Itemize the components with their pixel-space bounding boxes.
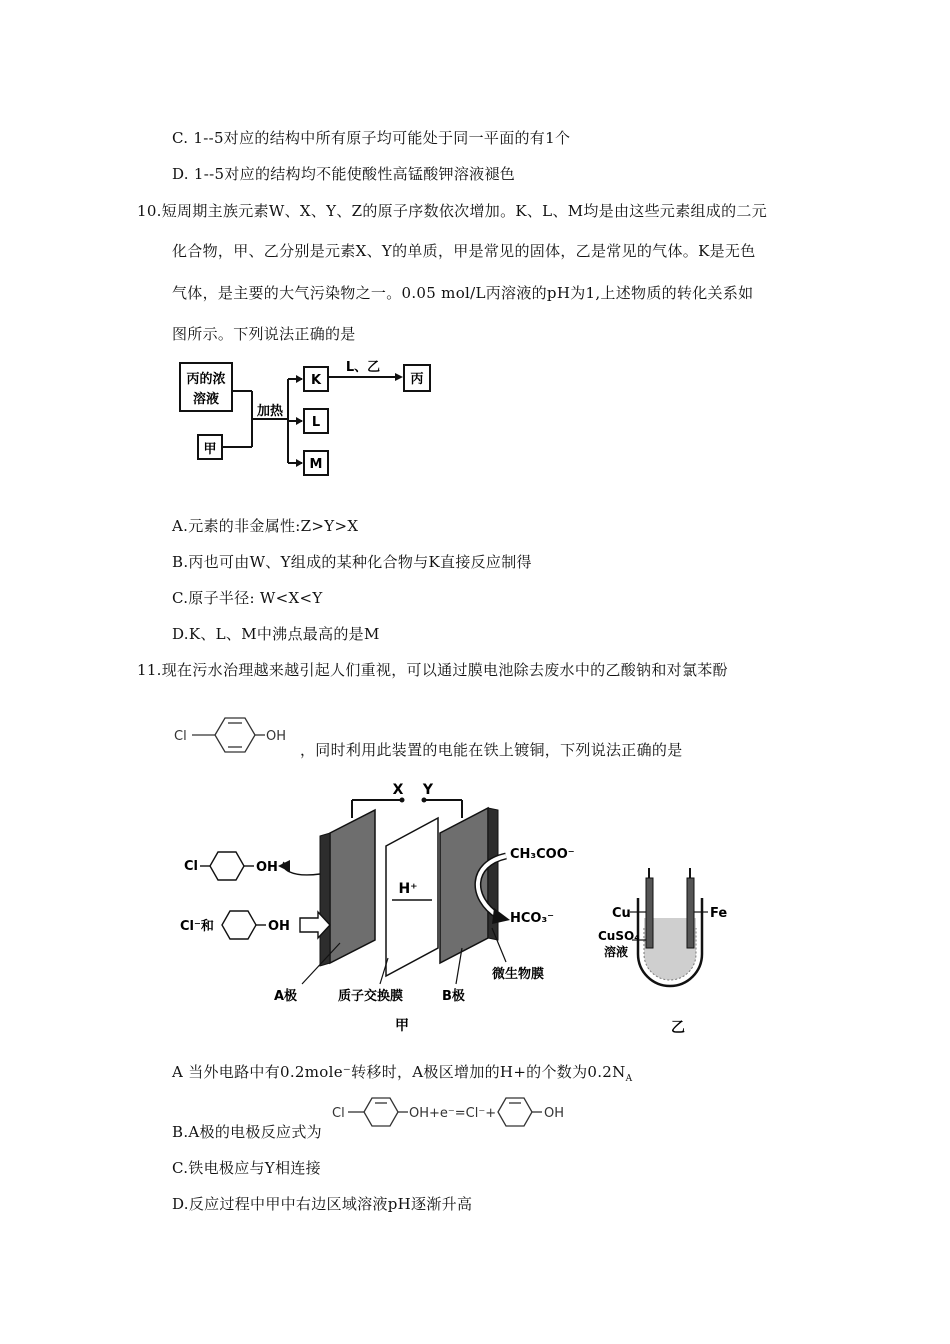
p-chlorophenol-structure xyxy=(170,712,290,758)
q11-option-d: D.反应过程中甲中右边区域溶液pH逐渐升高 xyxy=(172,1195,473,1213)
q10-option-b: B.丙也可由W、Y组成的某种化合物与K直接反应制得 xyxy=(172,553,532,571)
q10-stem-line3: 气体，是主要的大气污染物之一。0.05 mol/L丙溶液的pH为1,上述物质的转化关系如 xyxy=(172,284,754,302)
q9-option-c: C. 1--5对应的结构中所有原子均可能处于同一平面的有1个 xyxy=(172,129,571,147)
q11-option-b: B.A极的电极反应式为 xyxy=(172,1123,322,1141)
option-b-equation xyxy=(330,1093,590,1131)
bicarbonate-label: HCO₃⁻ xyxy=(510,911,555,926)
box-bing-label-1: 丙的浓 xyxy=(186,372,226,387)
pole-a-label: A极 xyxy=(274,989,298,1004)
q10-stem-line1: 10.短周期主族元素W、X、Y、Z的原子序数依次增加。K、L、M均是由这些元素组成的二元 xyxy=(137,202,768,220)
terminal-x-label: X xyxy=(392,782,404,798)
box-jia-label: 甲 xyxy=(203,442,217,457)
q9-option-d: D. 1--5对应的结构均不能使酸性高锰酸钾溶液褪色 xyxy=(172,165,516,183)
q11-option-c: C.铁电极应与Y相连接 xyxy=(172,1159,321,1177)
equation-cl: Cl xyxy=(332,1106,345,1121)
copper-electrode-label: Cu xyxy=(612,906,631,921)
q11-apparatus-diagram xyxy=(170,778,730,1040)
equation-oh: OH xyxy=(544,1106,565,1121)
chloride-and-label: Cl⁻和 xyxy=(180,919,214,934)
electrode-a xyxy=(320,810,375,966)
cell-jia-label: 甲 xyxy=(395,1018,409,1034)
q11-option-a: A 当外电路中有0.2mole⁻转移时，A极区增加的H+的个数为$0.2N_A$ xyxy=(172,1063,633,1084)
proton-exchange-membrane xyxy=(386,818,438,976)
pole-b-label: B极 xyxy=(442,989,465,1004)
q10-option-a: A.元素的非金属性:Z>Y>X xyxy=(172,517,359,535)
structure-cl: Cl xyxy=(174,729,187,744)
cell-yi-label: 乙 xyxy=(671,1020,685,1036)
proton-label: H⁺ xyxy=(398,881,418,897)
box-bing-final-label: 丙 xyxy=(410,372,424,387)
outgoing-oh-label: OH xyxy=(268,919,290,934)
iron-electrode-label: Fe xyxy=(710,906,728,921)
q11-stem-line1: 11.现在污水治理越来越引起人们重视，可以通过膜电池除去废水中的乙酸钠和对氯苯酚 xyxy=(137,661,728,679)
cuso4-label: CuSO₄ xyxy=(598,929,640,943)
box-l-label: L xyxy=(311,415,321,430)
electrode-b xyxy=(440,808,498,963)
membrane-label: 质子交换膜 xyxy=(338,989,404,1004)
q10-option-c: C.原子半径: W<X<Y xyxy=(172,589,323,607)
incoming-cl-label: Cl xyxy=(184,859,198,874)
q10-option-d: D.K、L、M中沸点最高的是M xyxy=(172,625,380,643)
box-bing-label-2: 溶液 xyxy=(192,392,220,407)
arrow-label: L、乙 xyxy=(345,360,381,375)
terminal-y-label: Y xyxy=(422,782,434,798)
u-tube-cell xyxy=(630,868,708,986)
heat-label: 加热 xyxy=(256,404,284,419)
structure-oh: OH xyxy=(266,729,287,744)
q11-stem-line2: ，同时利用此装置的电能在铁上镀铜，下列说法正确的是 xyxy=(300,741,683,759)
box-k-label: K xyxy=(310,373,322,388)
acetate-label: CH₃COO⁻ xyxy=(510,847,575,862)
q10-stem-line2: 化合物，甲、乙分别是元素X、Y的单质，甲是常见的固体，乙是常见的气体。K是无色 xyxy=(172,242,756,260)
solution-label: 溶液 xyxy=(604,945,629,959)
box-m-label: M xyxy=(309,457,323,472)
incoming-oh-label: OH xyxy=(256,860,278,875)
q10-transformation-diagram xyxy=(170,355,450,485)
equation-middle: OH+e⁻=Cl⁻+ xyxy=(409,1106,497,1121)
microbe-film-label: 微生物膜 xyxy=(492,967,545,982)
q10-stem-line4: 图所示。下列说法正确的是 xyxy=(172,325,356,343)
